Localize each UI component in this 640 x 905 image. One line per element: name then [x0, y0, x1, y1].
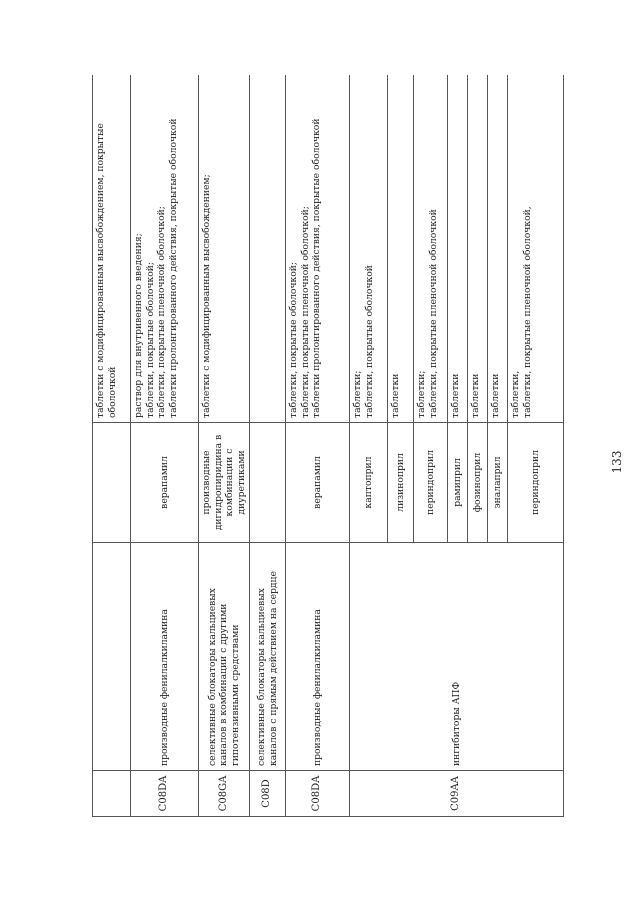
drug-name-cell: эналаприл	[488, 423, 508, 543]
drug-name-cell: производные дигидропиридина в комбинации с диуретиками	[199, 423, 250, 543]
dosage-form-line: таблетки, покрытые оболочкой;	[288, 261, 299, 418]
table-row	[286, 75, 350, 817]
dosage-forms-cell	[388, 75, 414, 423]
drug-name-cell: фозиноприл	[468, 423, 488, 543]
drug-group-cell	[93, 543, 131, 771]
dosage-form-line: таблетки	[490, 373, 501, 418]
dosage-form-line: таблетки	[450, 373, 461, 418]
dosage-forms-cell	[508, 75, 564, 423]
dosage-forms-cell	[250, 75, 286, 423]
dosage-forms-cell	[468, 75, 488, 423]
drug-name-cell: периндоприл	[414, 423, 448, 543]
dosage-form-line: раствор для внутривенного введения;	[133, 233, 144, 418]
drug-group-cell: производные фенилалкиламина	[131, 543, 199, 771]
drug-group-cell: селективные блокаторы кальциевых каналов в комбинации с другими гипотензивными средствами	[199, 543, 250, 771]
dosage-form-line: таблетки;	[416, 370, 427, 418]
table-row	[93, 75, 131, 817]
atc-code-cell: C08D	[250, 771, 286, 817]
dosage-form-line: таблетки с модифицированным высвобождением, покрытые оболочкой	[95, 123, 118, 418]
atc-code-cell: C09AA	[350, 771, 564, 817]
drug-name-cell: рамиприл	[448, 423, 468, 543]
drug-group-cell: производные фенилалкиламина	[286, 543, 350, 771]
dosage-form-line: таблетки, покрытые оболочкой;	[144, 261, 156, 418]
atc-code-cell: C08GA	[199, 771, 250, 817]
drug-group-cell: селективные блокаторы кальциевых каналов с прямым действием на сердце	[250, 543, 286, 771]
drug-name-cell	[250, 423, 286, 543]
drug-name-cell: каптоприл	[350, 423, 388, 543]
dosage-form-line: таблетки, покрытые пленочной оболочкой;	[299, 206, 311, 418]
dosage-forms-cell	[131, 75, 199, 423]
dosage-form-line: таблетки,	[510, 370, 521, 418]
dosage-forms-cell	[286, 75, 350, 423]
dosage-form-line: таблетки	[470, 373, 481, 418]
dosage-forms-cell	[199, 75, 250, 423]
drug-group-cell: ингибиторы АПФ	[350, 543, 564, 771]
dosage-form-line: таблетки	[390, 373, 401, 418]
drug-table	[92, 75, 564, 817]
rotated-table-region	[92, 75, 577, 817]
atc-code-cell: C08DA	[131, 771, 199, 817]
drug-name-cell: верапамил	[286, 423, 350, 543]
dosage-form-line: таблетки;	[352, 370, 363, 418]
dosage-form-line: таблетки пролонгированного действия, покрытые оболочкой	[311, 118, 322, 418]
dosage-form-line: таблетки, покрытые пленочной оболочкой	[427, 209, 439, 418]
table-row	[250, 75, 286, 817]
dosage-forms-cell	[488, 75, 508, 423]
dosage-form-line: таблетки, покрытые оболочкой	[363, 265, 375, 418]
atc-code-cell	[93, 771, 131, 817]
dosage-forms-cell	[350, 75, 388, 423]
dosage-form-line: таблетки, покрытые пленочной оболочкой,	[521, 206, 533, 418]
dosage-form-line: таблетки с модифицированным высвобождением;	[201, 174, 212, 418]
dosage-form-line: таблетки пролонгированного действия, покрытые оболочкой	[167, 118, 179, 418]
table-row	[350, 75, 388, 817]
dosage-form-line: таблетки, покрытые пленочной оболочкой;	[156, 206, 167, 418]
dosage-forms-cell	[414, 75, 448, 423]
drug-name-cell: верапамил	[131, 423, 199, 543]
drug-name-cell: лизиноприл	[388, 423, 414, 543]
dosage-forms-cell	[93, 75, 131, 423]
dosage-forms-cell	[448, 75, 468, 423]
atc-code-cell: C08DA	[286, 771, 350, 817]
table-row	[131, 75, 199, 817]
drug-name-cell	[93, 423, 131, 543]
drug-name-cell: периндоприл	[508, 423, 564, 543]
table-row	[199, 75, 250, 817]
